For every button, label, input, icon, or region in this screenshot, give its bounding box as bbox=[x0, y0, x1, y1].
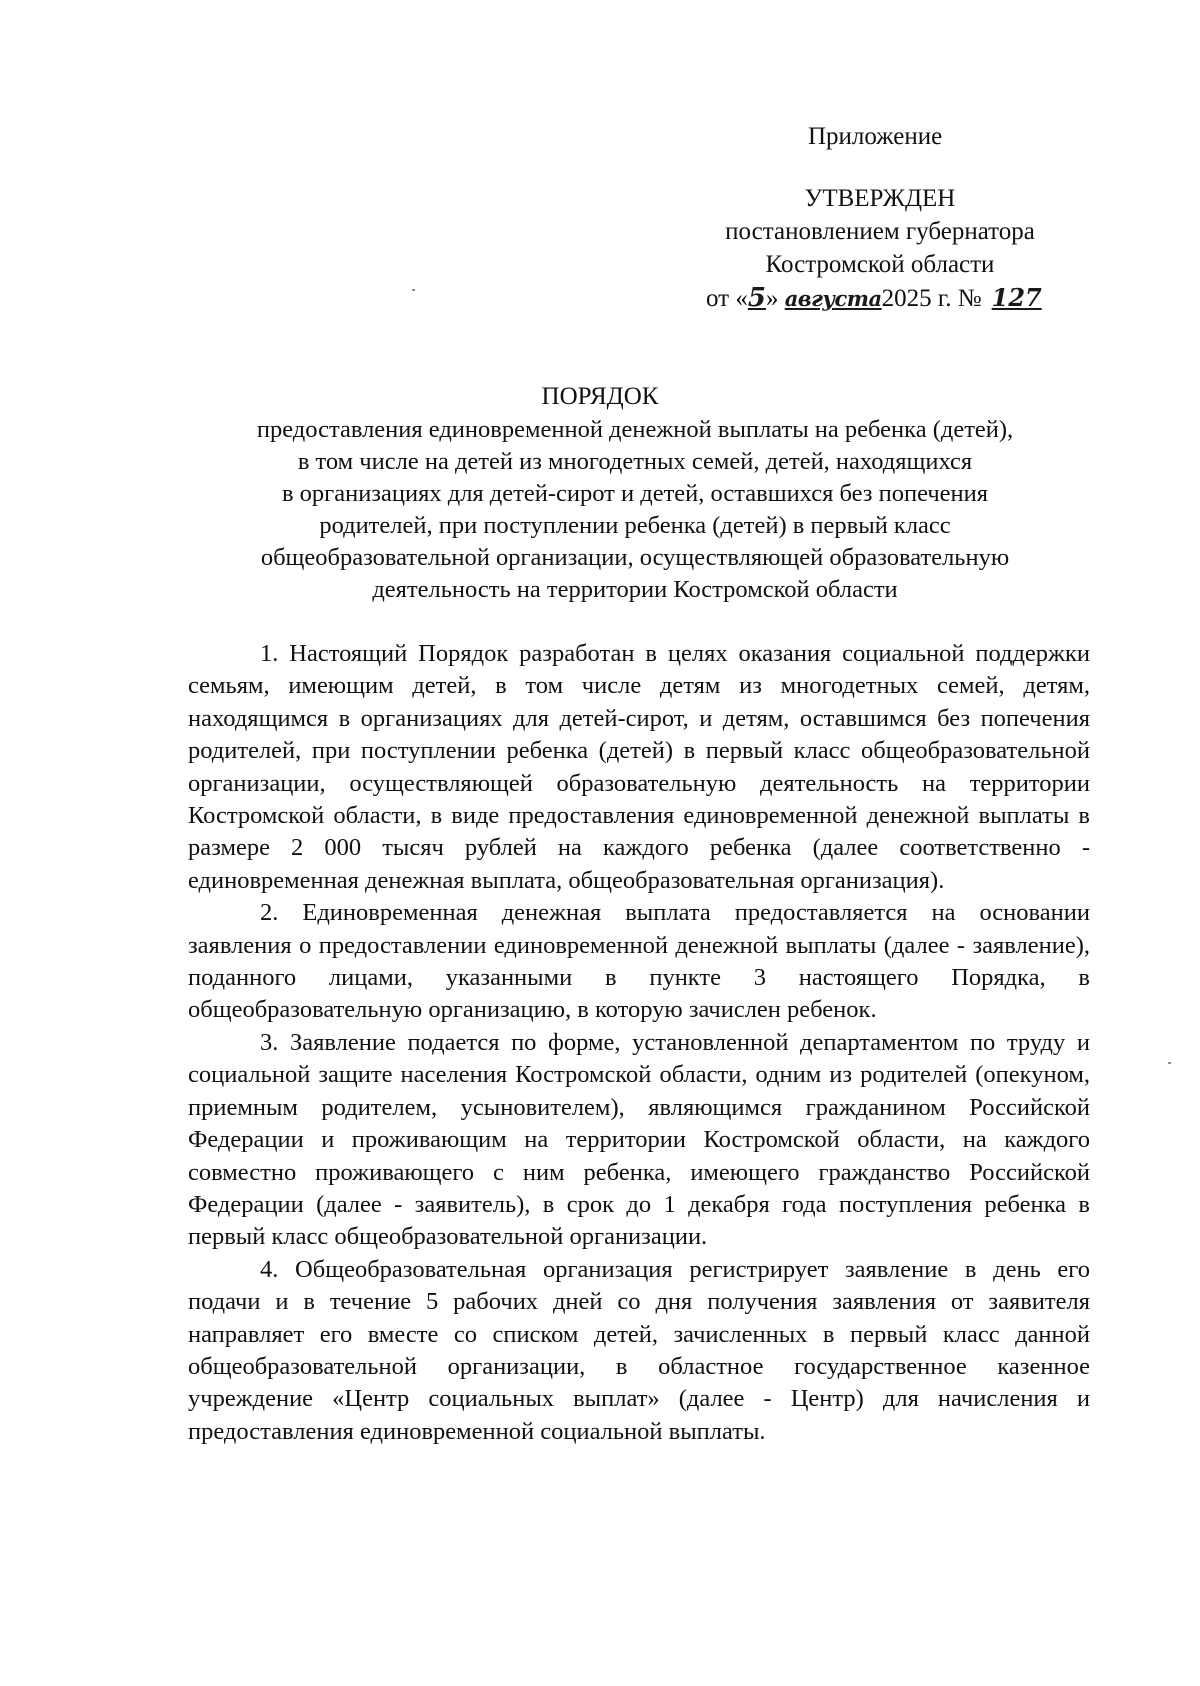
scan-speck bbox=[1168, 1062, 1171, 1064]
paragraph-4: 4. Общеобразовательная организация регистрирует заявление в день его подачи и в течение 5 рабочих дней со дня получения заявления от заявителя направляет его вместе со списком детей, зачисленных в первый класс данной общеобразовательной организации, в областное государственное казенное учреждение «Центр социальных выплат» (далее - Центр) для начисления и предоставления единовременной социальной выплаты. bbox=[188, 1255, 1090, 1445]
document-title: ПОРЯДОК bbox=[541, 383, 659, 410]
subtitle-line: общеобразовательной организации, осуществляющей образовательную bbox=[260, 544, 1010, 571]
subtitle-line: в организациях для детей-сирот и детей, оставшихся без попечения bbox=[281, 480, 989, 507]
approved-by-line-1: постановлением губернатора bbox=[725, 218, 1035, 245]
subtitle-line: в том числе на детей из многодетных семей, детей, находящихся bbox=[297, 448, 973, 475]
paragraph-3: 3. Заявление подается по форме, установленной департаментом по труду и социальной защите населения Костромской области, одним из родителей (опекуном, приемным родителем, усыновителем), являющимся гражданином Российской Федерации и проживающим на территории Костромской области, на каждого совместно проживающего с ним ребенка, имеющего гражданство Российской Федерации (далее - заявитель), в срок до 1 декабря года поступления ребенка в первый класс общеобразовательной организации. bbox=[188, 1028, 1090, 1251]
date-day-handwritten: 5 bbox=[747, 283, 766, 313]
approval-date-line bbox=[690, 281, 1070, 315]
date-year: 2025 г. № bbox=[881, 285, 982, 312]
date-mid: » bbox=[765, 285, 785, 312]
date-month-handwritten: августа bbox=[784, 286, 882, 311]
doc-number-handwritten: 127 bbox=[991, 283, 1042, 312]
scan-speck bbox=[412, 289, 415, 291]
document-body bbox=[188, 638, 1090, 1448]
subtitle-line: родителей, при поступлении ребенка (детей) в первый класс bbox=[319, 512, 951, 539]
approved-by-line-2: Костромской области bbox=[765, 251, 995, 278]
document-subtitle bbox=[180, 414, 1090, 606]
date-prefix: от « bbox=[706, 285, 748, 312]
subtitle-line: предоставления единовременной денежной выплаты на ребенка (детей), bbox=[256, 416, 1014, 443]
appendix-label: Приложение bbox=[808, 123, 943, 150]
paragraph-2: 2. Единовременная денежная выплата предоставляется на основании заявления о предоставлении единовременной денежной выплаты (далее - заявление), поданного лицами, указанными в пункте 3 настоящего Порядка, в общеобразовательную организацию, в которую зачислен ребенок. bbox=[188, 899, 1090, 1024]
approval-block bbox=[690, 182, 1070, 315]
paragraph-1: 1. Настоящий Порядок разработан в целях оказания социальной поддержки семьям, имеющим детей, в том числе детям из многодетных семей, детям, находящимся в организациях для детей-сирот, и детям, оставшимся без попечения родителей, при поступлении ребенка (детей) в первый класс общеобразовательной организации, осуществляющей образовательную деятельность на территории Костромской области, в виде предоставления единовременной денежной выплаты в размере 2 000 тысяч рублей на каждого ребенка (далее соответственно - единовременная денежная выплата, общеобразовательная организация). bbox=[188, 640, 1090, 894]
approved-heading: УТВЕРЖДЕН bbox=[804, 185, 956, 212]
subtitle-line: деятельность на территории Костромской области bbox=[372, 576, 898, 603]
